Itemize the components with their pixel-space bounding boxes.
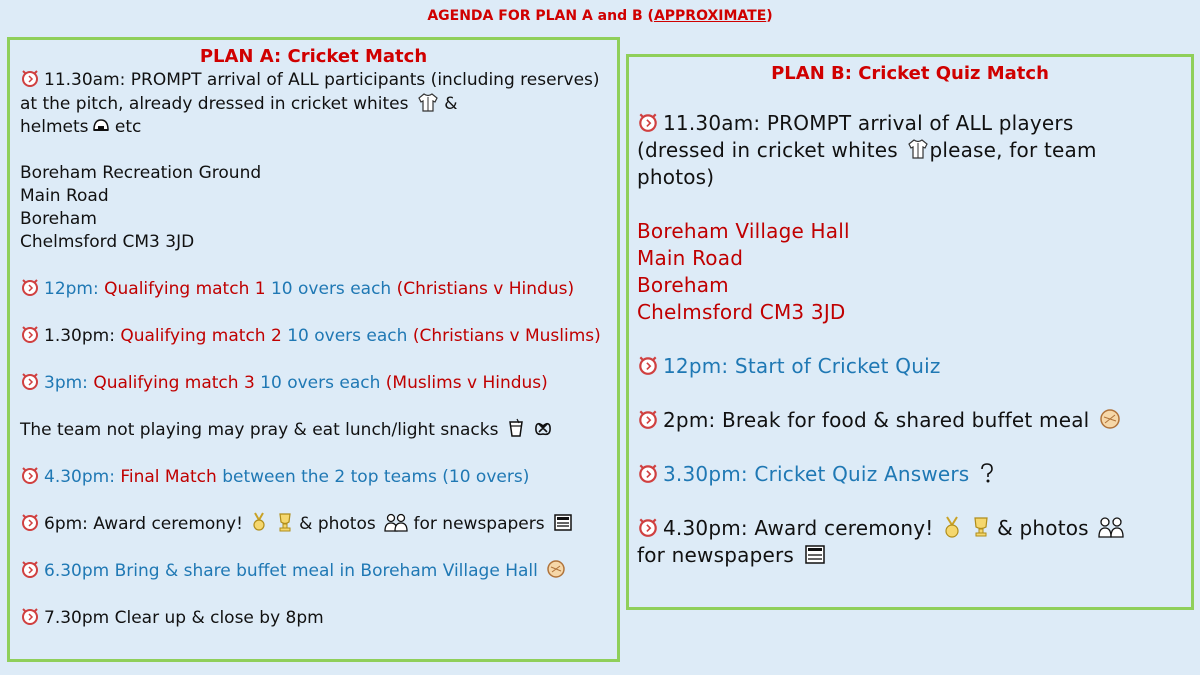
helmet-icon xyxy=(92,117,110,135)
plan-b-award-text: 4.30pm: Award ceremony! xyxy=(663,516,934,540)
match-1-time: 12pm: xyxy=(44,279,105,299)
alarm-clock-icon xyxy=(637,462,659,484)
plan-a-address-1: Boreham Recreation Ground xyxy=(20,163,262,183)
plan-a-arrival-amp: & xyxy=(438,94,458,114)
header-approximate: APPROXIMATE xyxy=(653,8,767,24)
newspaper-icon xyxy=(553,512,573,532)
people-icon xyxy=(384,512,408,532)
final-label: Final Match xyxy=(120,467,223,487)
award-photos: & photos xyxy=(293,514,376,534)
plan-a-address-2: Main Road xyxy=(20,186,109,206)
plan-b-answers-text: 3.30pm: Cricket Quiz Answers xyxy=(663,462,970,486)
header-prefix: AGENDA FOR PLAN A and B ( xyxy=(427,8,654,24)
plan-b-panel xyxy=(626,54,1194,610)
alarm-clock-icon xyxy=(637,354,659,376)
plan-a-address-3: Boreham xyxy=(20,209,97,229)
plan-b-address-4: Chelmsford CM3 3JD xyxy=(637,300,846,324)
drink-cup-icon xyxy=(507,418,525,438)
plan-b-address-1: Boreham Village Hall xyxy=(637,219,850,243)
match-1-teams: (Christians v Hindus) xyxy=(396,279,575,299)
match-3-time: 3pm: xyxy=(44,373,94,393)
plan-b-award xyxy=(637,515,1183,569)
alarm-clock-icon xyxy=(637,111,659,133)
plan-a-close xyxy=(20,606,607,630)
match-2-time: 1.30pm: xyxy=(44,326,121,346)
match-3-label: Qualifying match 3 xyxy=(93,373,261,393)
plan-b-answers xyxy=(637,461,1183,488)
newspaper-icon xyxy=(804,543,826,565)
shirt-icon xyxy=(417,92,439,112)
plan-b-address-3: Boreham xyxy=(637,273,729,297)
plan-a-match-3 xyxy=(20,371,607,395)
pretzel-icon xyxy=(533,418,553,438)
close-text: 7.30pm Clear up & close by 8pm xyxy=(44,608,324,628)
trophy-icon xyxy=(971,516,991,538)
header-suffix: ) xyxy=(766,8,773,24)
plan-a-address-4: Chelmsford CM3 3JD xyxy=(20,232,195,252)
alarm-clock-icon xyxy=(20,277,40,297)
plan-b-break xyxy=(637,407,1183,434)
pie-icon xyxy=(1099,408,1121,430)
alarm-clock-icon xyxy=(20,68,40,88)
plan-b-arrival-a: 11.30am: PROMPT arrival of ALL players xyxy=(663,111,1074,135)
plan-b-arrival-d: photos) xyxy=(637,165,715,189)
plan-b-address-2: Main Road xyxy=(637,246,744,270)
break-note-text: The team not playing may pray & eat lunch/light snacks xyxy=(20,420,499,440)
plan-a-arrival xyxy=(20,68,607,139)
people-icon xyxy=(1098,516,1124,538)
alarm-clock-icon xyxy=(637,516,659,538)
plan-a-match-1 xyxy=(20,277,607,301)
plan-b-start xyxy=(637,353,1183,380)
medal-icon xyxy=(251,512,267,532)
buffet-text: 6.30pm Bring & share buffet meal in Boreham Village Hall xyxy=(44,561,538,581)
match-3-overs: 10 overs each xyxy=(260,373,386,393)
alarm-clock-icon xyxy=(20,606,40,626)
agenda-header xyxy=(0,8,1200,24)
plan-a-panel xyxy=(7,37,620,662)
plan-b-award-newspapers: for newspapers xyxy=(637,543,795,567)
plan-b-start-text: 12pm: Start of Cricket Quiz xyxy=(663,354,941,378)
match-2-label: Qualifying match 2 xyxy=(120,326,288,346)
plan-a-arrival-text: 11.30am: PROMPT arrival of ALL participants (including reserves) at the pitch, already dressed in cricket whites xyxy=(20,70,600,114)
question-mark-icon xyxy=(979,462,995,484)
trophy-icon xyxy=(276,512,294,532)
match-2-teams: (Christians v Muslims) xyxy=(412,326,601,346)
pie-icon xyxy=(546,559,566,579)
plan-b-award-photos: & photos xyxy=(990,516,1089,540)
alarm-clock-icon xyxy=(20,324,40,344)
plan-b-arrival xyxy=(637,110,1183,191)
medal-icon xyxy=(943,516,961,538)
alarm-clock-icon xyxy=(20,512,40,532)
plan-a-buffet xyxy=(20,559,607,583)
plan-a-helmets: helmets xyxy=(20,117,89,137)
match-3-teams: (Muslims v Hindus) xyxy=(385,373,548,393)
plan-b-title: PLAN B: Cricket Quiz Match xyxy=(771,63,1049,84)
plan-b-arrival-c: please, for team xyxy=(929,138,1097,162)
plan-a-award xyxy=(20,512,607,536)
plan-a-break-note xyxy=(20,418,607,442)
match-1-overs: 10 overs each xyxy=(270,279,397,299)
match-1-label: Qualifying match 1 xyxy=(104,279,271,299)
alarm-clock-icon xyxy=(20,371,40,391)
final-rest: between the 2 top teams (10 overs) xyxy=(222,467,530,487)
alarm-clock-icon xyxy=(637,408,659,430)
plan-b-break-text: 2pm: Break for food & shared buffet meal xyxy=(663,408,1090,432)
award-text: 6pm: Award ceremony! xyxy=(44,514,243,534)
plan-a-final xyxy=(20,465,607,489)
final-time: 4.30pm: xyxy=(44,467,121,487)
plan-a-title: PLAN A: Cricket Match xyxy=(199,46,428,67)
shirt-icon xyxy=(907,138,929,160)
plan-a-etc: etc xyxy=(109,117,142,137)
plan-b-arrival-b: (dressed in cricket whites xyxy=(637,138,898,162)
alarm-clock-icon xyxy=(20,559,40,579)
award-newspapers: for newspapers xyxy=(408,514,545,534)
plan-a-match-2 xyxy=(20,324,607,348)
alarm-clock-icon xyxy=(20,465,40,485)
match-2-overs: 10 overs each xyxy=(287,326,413,346)
